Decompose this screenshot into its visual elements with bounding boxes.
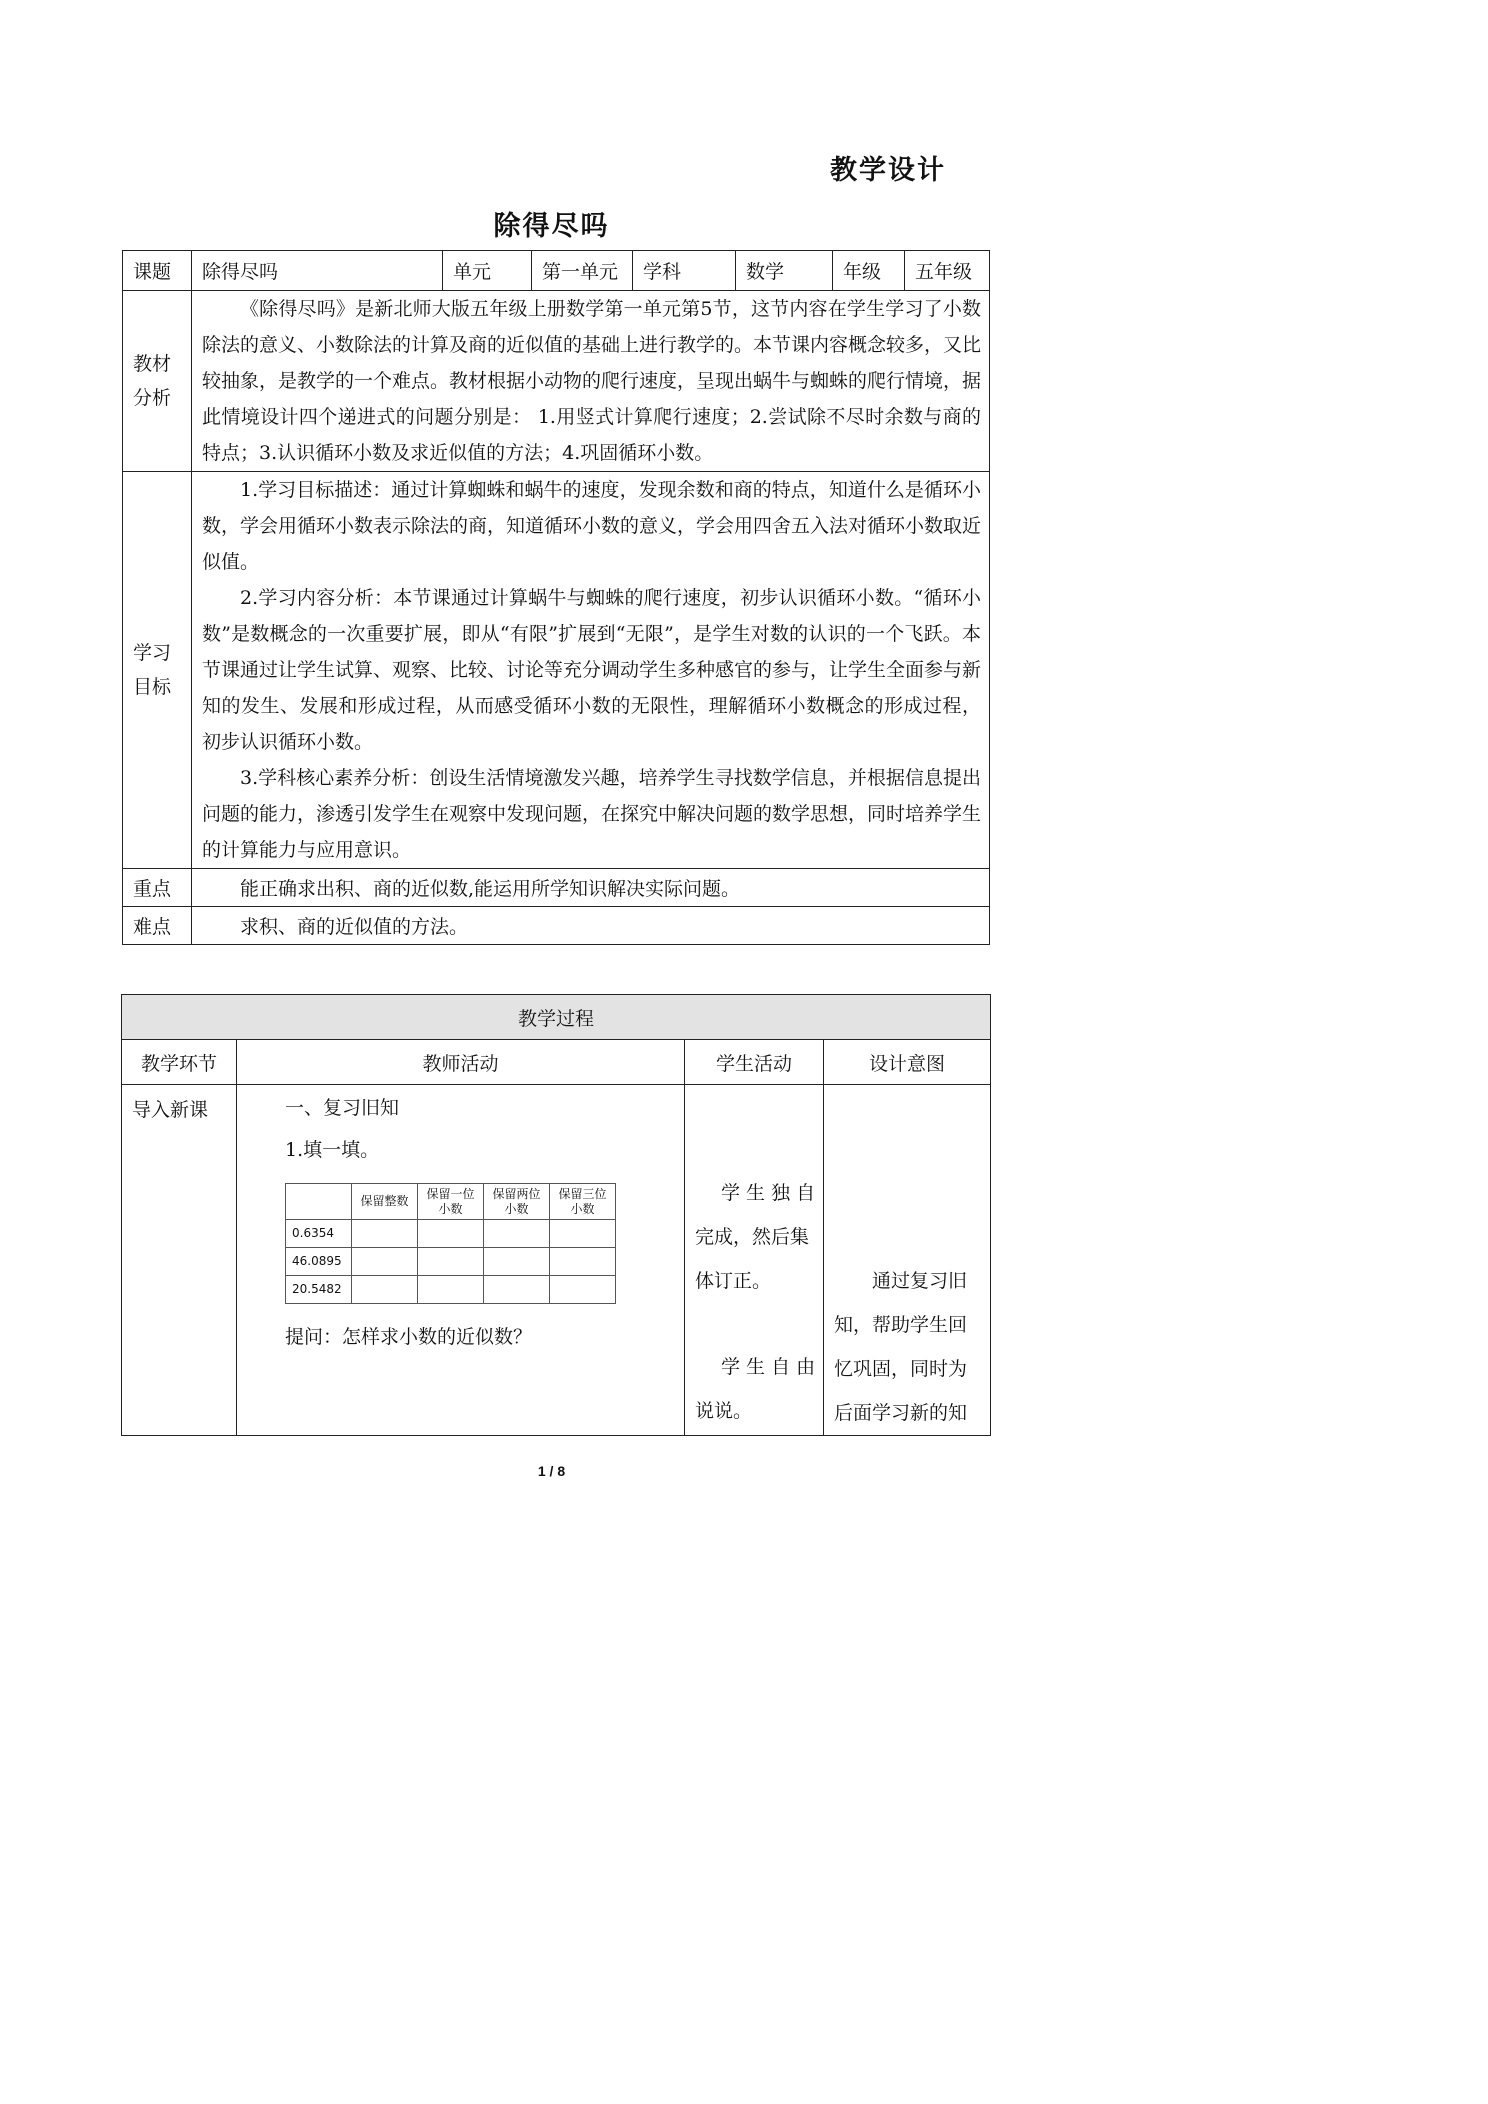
- mini-cell: [352, 1276, 418, 1304]
- mini-header-three-decimals: 保留三位 小数: [550, 1184, 616, 1220]
- document-title: 教学设计: [830, 155, 946, 186]
- student-line: 学 生 独 自: [721, 1182, 816, 1204]
- teacher-activity-cell: [237, 1085, 685, 1436]
- learning-goals-label-2: 目标: [133, 676, 172, 698]
- difficult-point-label: 难点: [123, 907, 192, 945]
- learning-goals-label-1: 学习: [133, 642, 172, 664]
- difficult-point-cell: [192, 907, 990, 945]
- page-number: 1 / 8: [537, 1463, 566, 1479]
- textbook-analysis-label-2: 分析: [133, 387, 172, 409]
- textbook-analysis-text: 《除得尽吗》是新北师大版五年级上册数学第一单元第5节，这节内容在学生学习了小数除法的意义、小数除法的计算及商的近似值的基础上进行教学的。本节课内容概念较多，又比较抽象，是教学的一个难点。教材根据小动物的爬行速度，呈现出蜗牛与蜘蛛的爬行情境，据此情境设计四个递进式的问题分别是： 1.用竖式计算爬行速度；2.尝试除不尽时余数与商的特点；3.认识循环小数及求近似值的方法；4.巩固循环小数。: [202, 298, 982, 464]
- grade-label: 年级: [833, 251, 905, 291]
- lesson-info-table: [122, 250, 990, 945]
- intent-line: 知，帮助学生回: [834, 1314, 968, 1336]
- intent-line: 忆巩固，同时为: [834, 1358, 968, 1380]
- student-line: 体订正。: [695, 1270, 772, 1292]
- key-point-label: 重点: [123, 869, 192, 907]
- review-question: 提问：怎样求小数的近似数？: [285, 1326, 533, 1348]
- mini-cell: [550, 1220, 616, 1248]
- subject-value: 数学: [736, 251, 833, 291]
- design-intent-cell: [824, 1085, 991, 1436]
- mini-header-one-decimal: 保留一位 小数: [418, 1184, 484, 1220]
- mini-row-label: 46.0895: [286, 1248, 352, 1276]
- grade-value: 五年级: [905, 251, 990, 291]
- mini-header-two-decimals: 保留两位 小数: [484, 1184, 550, 1220]
- intent-line: 后面学习新的知: [834, 1402, 968, 1424]
- teaching-process-table: [121, 994, 991, 1436]
- textbook-analysis-label-1: 教材: [133, 353, 172, 375]
- header-stage: 教学环节: [122, 1040, 237, 1085]
- topic-value: 除得尽吗: [192, 251, 443, 291]
- core-literacy-analysis: 3.学科核心素养分析：创设生活情境激发兴趣，培养学生寻找数学信息，并根据信息提出问题的能力，渗透引发学生在观察中发现问题，在探究中解决问题的数学思想，同时培养学生的计算能力与应用意识。: [202, 767, 982, 861]
- mini-cell: [484, 1248, 550, 1276]
- mini-cell: [550, 1276, 616, 1304]
- mini-header-empty: [286, 1184, 352, 1220]
- header-teacher: 教师活动: [237, 1040, 685, 1085]
- learning-content-analysis: 2.学习内容分析：本节课通过计算蜗牛与蜘蛛的爬行速度，初步认识循环小数。“循环小数”是数概念的一次重要扩展，即从“有限”扩展到“无限”，是学生对数的认识的一个飞跃。本节课通过让学生试算、观察、比较、讨论等充分调动学生多种感官的参与，让学生全面参与新知的发生、发展和形成过程，从而感受循环小数的无限性，理解循环小数概念的形成过程， 初步认识循环小数。: [202, 587, 982, 753]
- learning-goals-label: [123, 472, 192, 869]
- key-point-text: 能正确求出积、商的近似数,能运用所学知识解决实际问题。: [240, 878, 741, 900]
- header-student: 学生活动: [685, 1040, 824, 1085]
- mini-cell: [484, 1276, 550, 1304]
- subject-label: 学科: [633, 251, 736, 291]
- student-line: 完成，然后集: [695, 1226, 810, 1248]
- mini-cell: [484, 1220, 550, 1248]
- mini-row-label: 20.5482: [286, 1276, 352, 1304]
- key-point-cell: [192, 869, 990, 907]
- mini-cell: [550, 1248, 616, 1276]
- unit-value: 第一单元: [532, 251, 633, 291]
- mini-cell: [418, 1220, 484, 1248]
- intent-line: 通过复习旧: [872, 1270, 968, 1292]
- difficult-point-text: 求积、商的近似值的方法。: [240, 916, 469, 938]
- lesson-title: 除得尽吗: [493, 211, 610, 242]
- mini-cell: [418, 1248, 484, 1276]
- student-activity-cell: [685, 1085, 824, 1436]
- fill-in-table: [285, 1183, 616, 1304]
- mini-cell: [418, 1276, 484, 1304]
- review-heading: 一、复习旧知: [285, 1097, 400, 1119]
- student-line: 学 生 自 由: [721, 1356, 816, 1378]
- mini-header-integer: 保留整数: [352, 1184, 418, 1220]
- mini-cell: [352, 1248, 418, 1276]
- topic-label: 课题: [123, 251, 192, 291]
- stage-cell: [122, 1085, 237, 1436]
- learning-goal-description: 1.学习目标描述：通过计算蜘蛛和蜗牛的速度，发现余数和商的特点，知道什么是循环小数，学会用循环小数表示除法的商，知道循环小数的意义，学会用四舍五入法对循环小数取近似值。: [202, 479, 982, 573]
- header-intent: 设计意图: [824, 1040, 991, 1085]
- textbook-analysis-label: [123, 291, 192, 472]
- unit-label: 单元: [443, 251, 532, 291]
- student-line: 说说。: [695, 1400, 753, 1422]
- fill-task: 1.填一填。: [285, 1139, 380, 1161]
- textbook-analysis-cell: [192, 291, 990, 472]
- stage-label: 导入新课: [132, 1099, 209, 1121]
- learning-goals-cell: [192, 472, 990, 869]
- mini-cell: [352, 1220, 418, 1248]
- mini-row-label: 0.6354: [286, 1220, 352, 1248]
- process-title: 教学过程: [122, 995, 991, 1040]
